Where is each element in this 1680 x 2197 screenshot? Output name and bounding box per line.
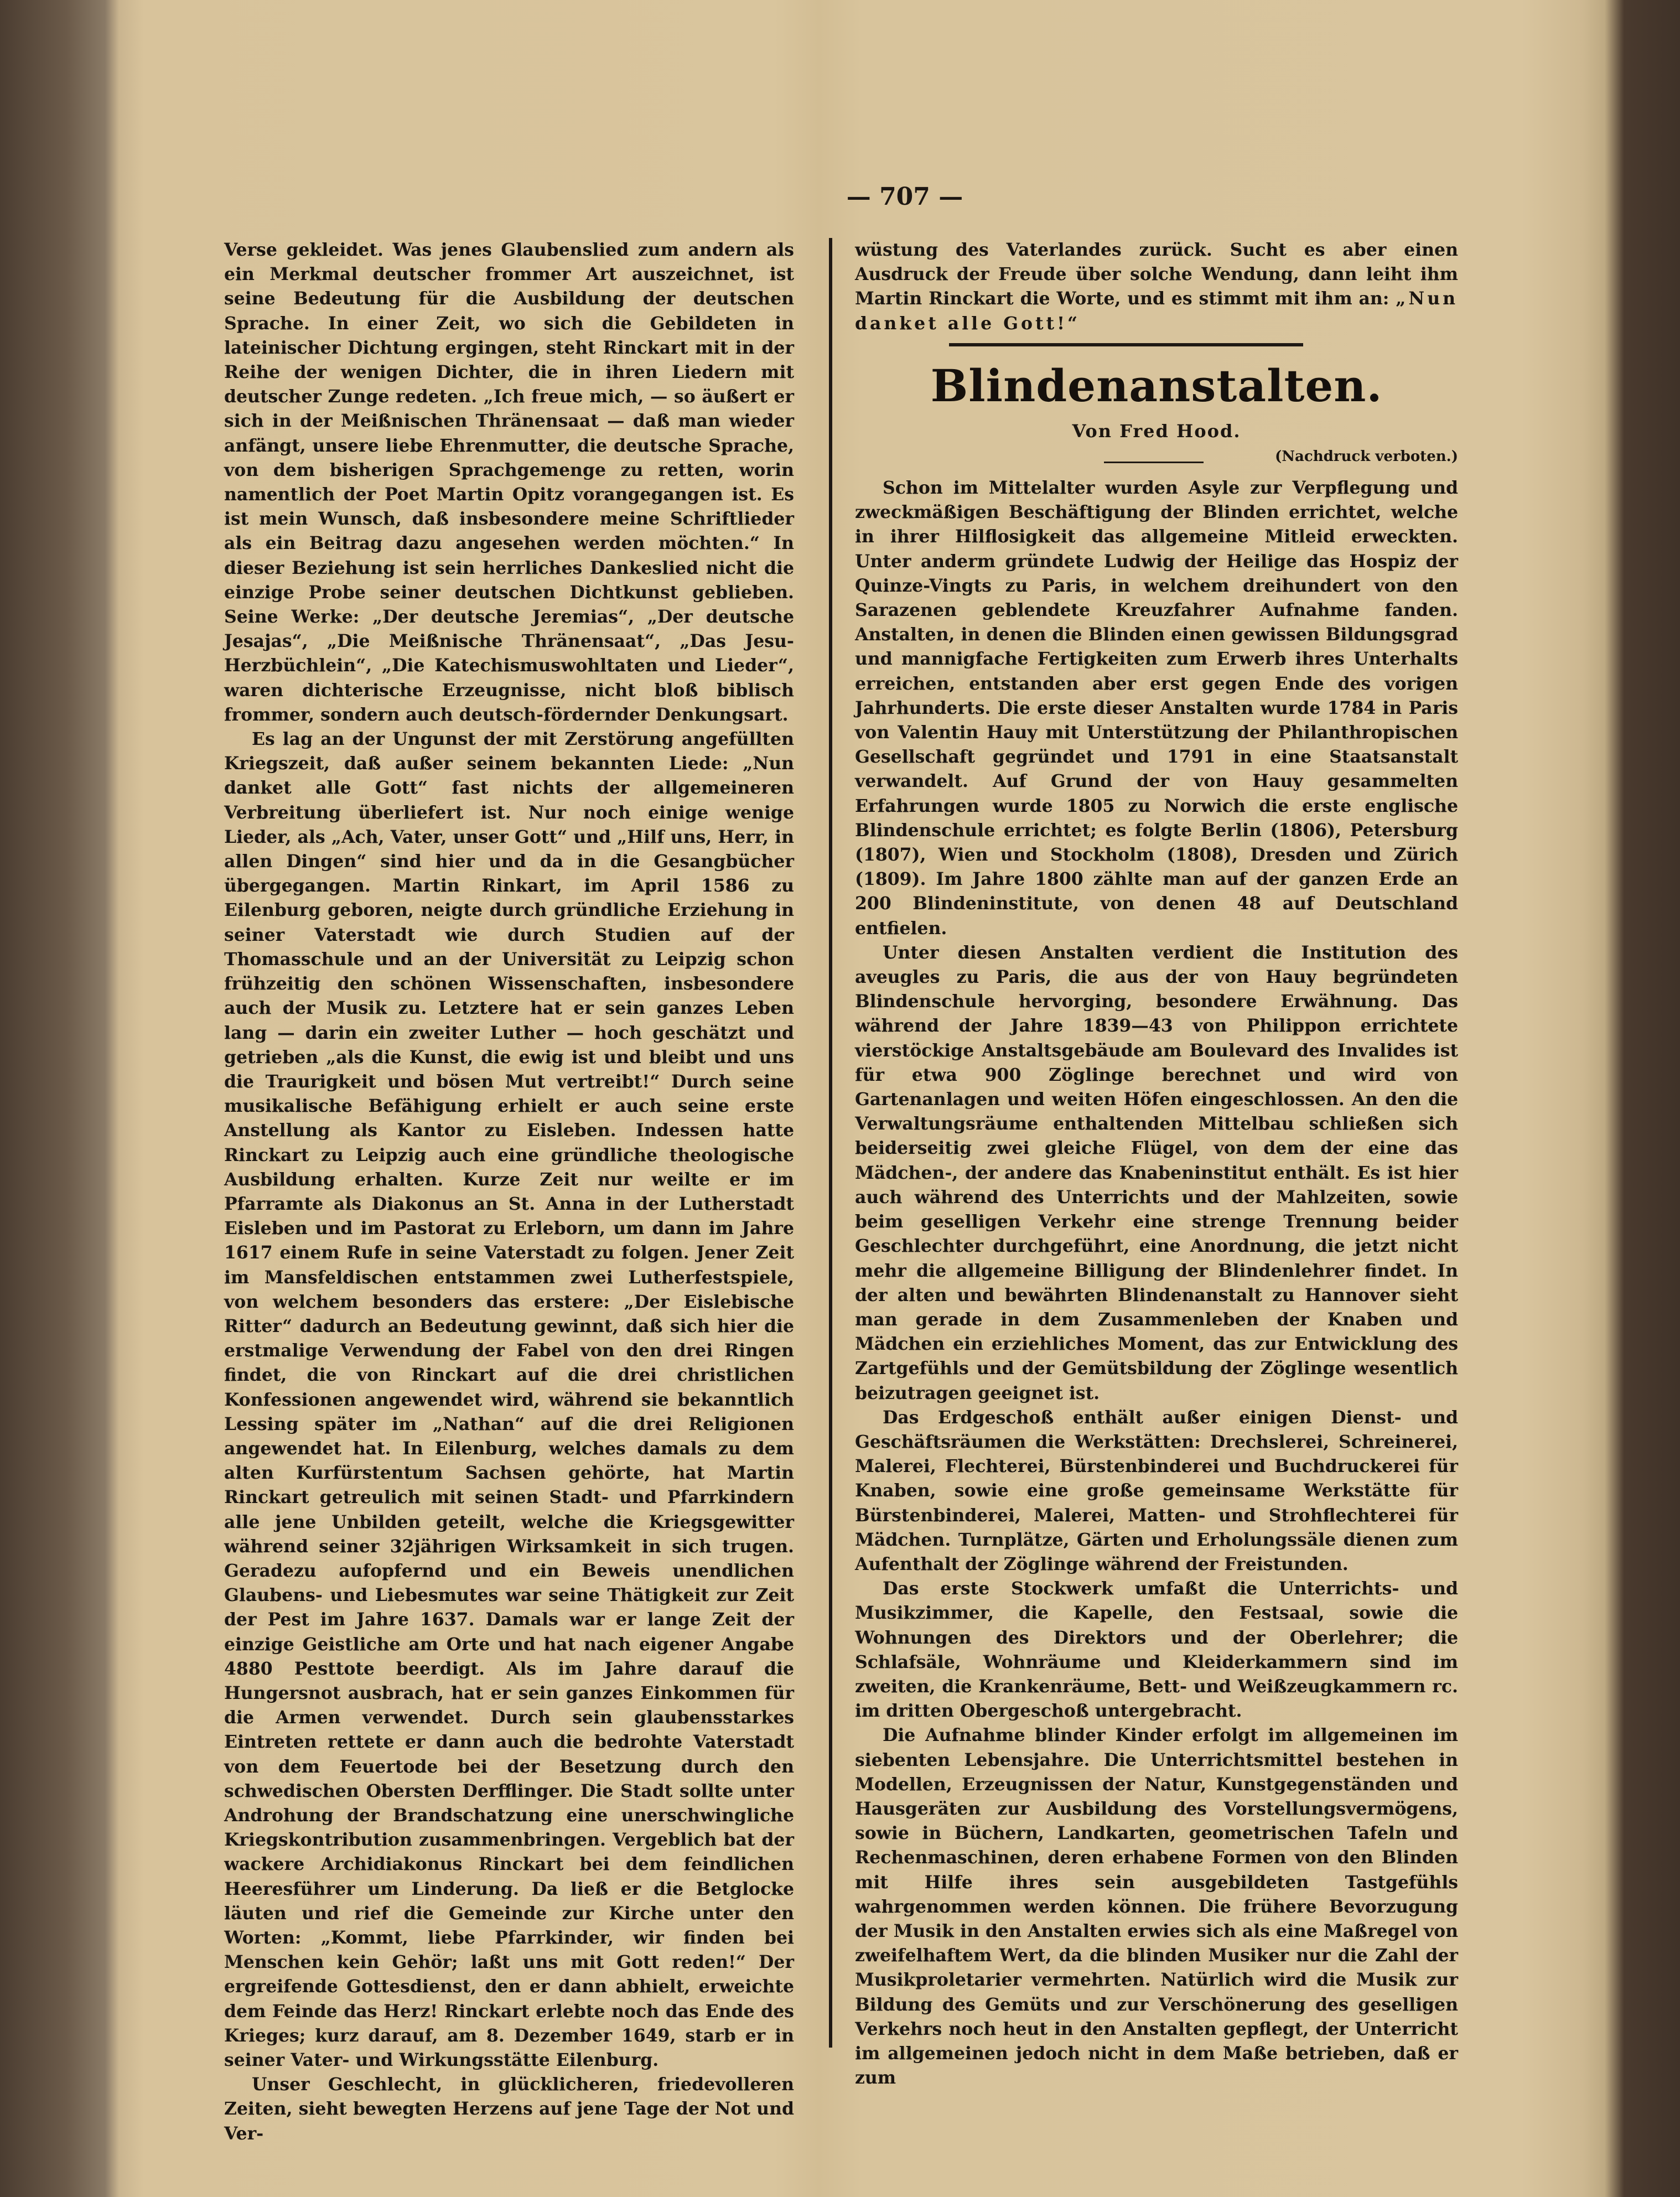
article-paragraph-5: Die Aufnahme blinder Kinder erfolgt im allgemeinen im siebenten Lebensjahre. Die Unterrichtsmittel bestehen in Modellen, Erzeugnissen der Natur, Kunstgegenständen und Hausgeräten zur Ausbildung des Vorstellungsvermögens, sowie in Büchern, Landkarten, geometrischen Tafeln und Rechenmaschinen, deren erhabene Formen von den Blinden mit Hilfe ihres sein ausgebildeten Tastgefühls wahrgenommen werden können. Die frühere Bevorzugung der Musik in den Anstalten erwies sich als eine Maßregel von zweifelhaftem Wert, da die blinden Musiker nur die Zahl der Musikproletarier vermehrten. Natürlich wird die Musik zur Bildung des Gemüts und zur Verschönerung des geselligen Verkehrs noch heut in den Anstalten gepflegt, der Unterricht im allgemeinen jedoch nicht in dem Maße betrieben, daß er zum	[855, 1725, 1458, 2089]
article-paragraph-4: Das erste Stockwerk umfaßt die Unterrichts- und Musikzimmer, die Kapelle, den Festsaal, sowie die Wohnungen des Direktors und der Oberlehrer; die Schlafsäle, Wohnräume und Kleiderkammern sind im zweiten, die Krankenräume, Bett- und Weißzeugkammern rc. im dritten Obergeschoß untergebracht.	[855, 1578, 1458, 1722]
left-paragraph-2: Es lag an der Ungunst der mit Zerstörung angefüllten Kriegszeit, daß außer seinem bekannten Liede: „Nun danket alle Gott“ fast nichts der allgemeineren Verbreitung überliefert ist. Nur noch einige wenige Lieder, als „Ach, Vater, unser Gott“ und „Hilf uns, Herr, in allen Dingen“ sind hier und da in die Gesangbücher übergegangen. Martin Rinkart, im April 1586 zu Eilenburg geboren, neigte durch gründliche Erziehung in seiner Vaterstadt wie durch Studien auf der Thomasschule und an der Universität zu Leipzig schon frühzeitig den schönen Wissenschaften, insbesondere auch der Musik zu. Letztere hat er sein ganzes Leben lang — darin ein zweiter Luther — hoch geschätzt und getrieben „als die Kunst, die ewig ist und bleibt und uns die Traurigkeit und bösen Mut vertreibt!“ Durch seine musikalische Befähigung erhielt er auch seine erste Anstellung als Kantor zu Eisleben. Indessen hatte Rinckart zu Leipzig auch eine gründliche theologische Ausbildung erhalten. Kurze Zeit nur weilte er im Pfarramte als Diakonus an St. Anna in der Lutherstadt Eisleben und im Pastorat zu Erleborn, um dann im Jahre 1617 einem Rufe in seine Vaterstadt zu folgen. Jener Zeit im Mansfeldischen entstammen zwei Lutherfestspiele, von welchem besonders das erstere: „Der Eislebische Ritter“ dadurch an Bedeutung gewinnt, daß sich hier die erstmalige Verwendung der Fabel von den drei Ringen findet, die von Rinckart auf die drei christlichen Konfessionen angewendet wird, während sie bekanntlich Lessing später im „Nathan“ auf die drei Religionen angewendet hat. In Eilenburg, welches damals zu dem alten Kurfürstentum Sachsen gehörte, hat Martin Rinckart getreulich mit seinen Stadt- und Pfarrkindern alle jene Unbilden geteilt, welche die Kriegsgewitter während seiner 32jährigen Wirksamkeit in sich trugen. Geradezu aufopfernd und ein Beweis unendlichen Glaubens- und Liebesmutes war seine Thätigkeit zur Zeit der Pest im Jahre 1637. Damals war er lange Zeit der einzige Geistliche am Orte und hat nach eigener Angabe 4880 Pesttote beerdigt. Als im Jahre darauf die Hungersnot ausbrach, hat er sein ganzes Einkommen für die Armen verwendet. Durch sein glaubensstarkes Eintreten rettete er dann auch die bedrohte Vaterstadt von dem Feuertode bei der Besetzung durch den schwedischen Obersten Derfflinger. Die Stadt sollte unter Androhung der Brandschatzung eine unerschwingliche Kriegskontribution zusammenbringen. Vergeblich bat der wackere Archidiakonus Rinckart bei dem feindlichen Heeresführer um Linderung. Da ließ er die Betglocke läuten und rief die Gemeinde zur Kirche unter den Worten: „Kommt, liebe Pfarrkinder, wir finden bei Menschen kein Gehör; laßt uns mit Gott reden!“ Der ergreifende Gottesdienst, den er dann abhielt, erweichte dem Feinde das Herz! Rinckart erlebte noch das Ende des Krieges; kurz darauf, am 8. Dezember 1649, starb er in seiner Vater- und Wirkungsstätte Eilenburg.	[224, 729, 794, 2071]
article-paragraph-1: Schon im Mittelalter wurden Asyle zur Verpflegung und zweckmäßigen Beschäftigung der Blinden errichtet, welche in ihrer Hilflosigkeit das allgemeine Mitleid erweckten. Unter anderm gründete Ludwig der Heilige das Hospiz der Quinze-Vingts zu Paris, in welchem dreihundert von den Sarazenen geblendete Kreuzfahrer Aufnahme fanden. Anstalten, in denen die Blinden einen gewissen Bildungsgrad und mannigfache Fertigkeiten zum Erwerb ihres Unterhalts erreichen, entstanden aber erst gegen Ende des vorigen Jahrhunderts. Die erste dieser Anstalten wurde 1784 in Paris von Valentin Hauy mit Unterstützung der Philanthropischen Gesellschaft gegründet und 1791 in eine Staatsanstalt verwandelt. Auf Grund der von Hauy gesammelten Erfahrungen wurde 1805 zu Norwich die erste englische Blindenschule errichtet; es folgte Berlin (1806), Petersburg (1807), Wien und Stockholm (1808), Dresden und Zürich (1809). Im Jahre 1800 zählte man auf der ganzen Erde an 200 Blindeninstitute, von denen 48 auf Deutschland entfielen.	[855, 478, 1458, 939]
byline-rule	[1104, 462, 1204, 463]
left-paragraph-1: Verse gekleidet. Was jenes Glaubenslied zum andern als ein Merkmal deutscher frommer Art auszeichnet, ist seine Bedeutung für die Ausbildung der deutschen Sprache. In einer Zeit, wo sich die Gebildeten in lateinischer Dichtung ergingen, steht Rinckart mit in der Reihe der wenigen Dichter, die in ihren Liedern mit deutscher Zunge redeten. „Ich freue mich, — so äußert er sich in der Meißnischen Thränensaat — daß man wieder anfängt, unsere liebe Ehrenmutter, die deutsche Sprache, von dem bisherigen Sprachgemenge zu retten, worin namentlich der Poet Martin Opitz vorangegangen ist. Es ist mein Wunsch, daß insbesondere meine Schriftlieder als ein Beitrag dazu angesehen werden möchten.“ In dieser Beziehung ist sein herrliches Dankeslied nicht die einzige Probe seiner deutschen Dichtkunst geblieben. Seine Werke: „Der deutsche Jeremias“, „Der deutsche Jesajas“, „Die Meißnische Thränensaat“, „Das Jesu-Herzbüchlein“, „Die Katechismuswohltaten und Lieder“, waren dichterische Erzeugnisse, nicht bloß biblisch frommer, sondern auch deutsch-fördernder Denkungsart.	[224, 240, 794, 725]
reprint-note: (Nachdruck verboten.)	[1274, 448, 1458, 465]
left-column	[224, 238, 794, 2146]
article-body	[855, 476, 1458, 2090]
left-paragraph-3: Unser Geschlecht, in glücklicheren, friedevolleren Zeiten, sieht bewegten Herzens auf jene Tage der Not und Ver-	[224, 2074, 794, 2144]
article-paragraph-2: Unter diesen Anstalten verdient die Institution des aveugles zu Paris, die aus der von Hauy begründeten Blindenschule hervorging, besondere Erwähnung. Das während der Jahre 1839—43 von Philippon errichtete vierstöckige Anstaltsgebäude am Boulevard des Invalides ist für etwa 900 Zöglinge berechnet und wird von Gartenanlagen und weiten Höfen eingeschlossen. An den die Verwaltungsräume enthaltenden Mittelbau schließen sich beiderseitig zwei gleiche Flügel, von dem der eine das Mädchen-, der andere das Knabeninstitut enthält. Es ist hier auch während des Unterrichts und der Mahlzeiten, sowie beim geselligen Verkehr eine strenge Trennung beider Geschlechter durchgeführt, eine Anordnung, die jetzt nicht mehr die allgemeine Billigung der Blindenlehrer findet. In der alten und bewährten Blindenanstalt zu Hannover sieht man gerade in dem Zusammenleben der Knaben und Mädchen ein erziehliches Moment, das zur Entwicklung des Zartgefühls und der Gemütsbildung der Zöglinge wesentlich beizutragen geeignet ist.	[855, 942, 1458, 1403]
article-byline: Von Fred Hood.	[1072, 421, 1241, 442]
article-title: Blindenanstalten.	[930, 360, 1383, 412]
newspaper-page	[119, 33, 1608, 2169]
column-divider	[829, 238, 832, 2048]
article-paragraph-3: Das Erdgeschoß enthält außer einigen Dienst- und Geschäftsräumen die Werkstätten: Drechslerei, Schreinerei, Malerei, Flechterei, Bürstenbinderei und Buchdruckerei für Knaben, sowie eine große gemeinsame Werkstätte für Bürstenbinderei, Malerei, Matten- und Strohflechterei für Mädchen. Turnplätze, Gärten und Erholungssäle dienen zum Aufenthalt der Zöglinge während der Freistunden.	[855, 1407, 1458, 1574]
right-column-top	[855, 238, 1458, 336]
article-separator	[949, 343, 1303, 346]
page-number: — 707 —	[846, 183, 963, 211]
right-top-paragraph: wüstung des Vaterlandes zurück. Sucht es aber einen Ausdruck der Freude über solche Wendung, dann leiht ihm Martin Rinckart die Worte, und es stimmt mit ihm an: „Nun danket alle Gott!“	[855, 240, 1458, 334]
closing-quote: „Nun danket alle Gott!“	[855, 288, 1458, 334]
